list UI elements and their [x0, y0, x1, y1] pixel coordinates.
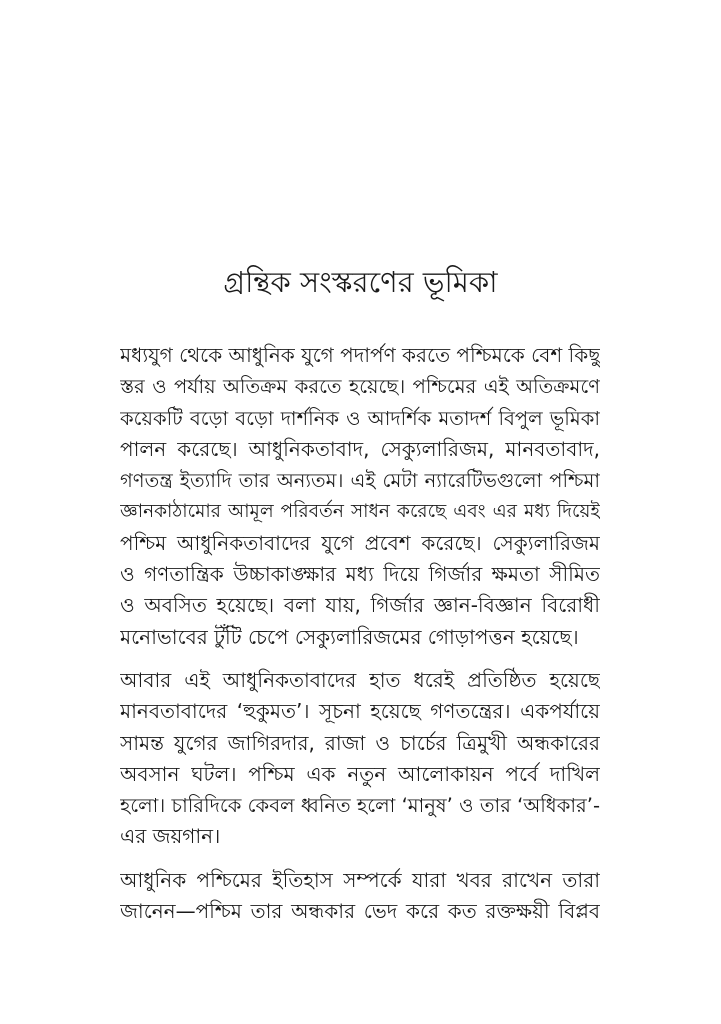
text-line: মনোভাবের টুঁটি চেপে সেক্যুলারিজমের গোড়াপত্তন হয়েছে।	[120, 624, 579, 649]
text-line: সামন্ত যুগের জাগিরদার, রাজা ও চার্চের ত্রিমুখী অন্ধকারের	[120, 730, 600, 755]
text-line: ও অবসিত হয়েছে। বলা যায়, গির্জার জ্ঞান-বিজ্ঞান বিরোধী	[120, 593, 600, 618]
paragraph-2	[120, 665, 600, 853]
text-line: আধুনিক পশ্চিমের ইতিহাস সম্পর্কে যারা খবর রাখেন তারা	[120, 867, 600, 892]
text-line: জানেন—পশ্চিম তার অন্ধকার ভেদ করে কত রক্তক্ষয়ী বিপ্লব	[120, 899, 600, 924]
text-line: এর জয়গান।	[120, 824, 221, 849]
text-line: কয়েকটি বড়ো বড়ো দার্শনিক ও আদর্শিক মতাদর্শ বিপুল ভূমিকা	[120, 406, 600, 430]
text-line: স্তর ও পর্যায় অতিক্রম করতে হয়েছে। পশ্চিমের এই অতিক্রমণে	[120, 375, 600, 399]
body-text	[120, 340, 600, 939]
text-line: পালন করেছে। আধুনিকতাবাদ, সেক্যুলারিজম, মানবতাবাদ,	[120, 436, 600, 461]
text-line: পশ্চিম আধুনিকতাবাদের যুগে প্রবেশ করেছে। সেক্যুলারিজম	[120, 530, 600, 555]
text-line: আবার এই আধুনিকতাবাদের হাত ধরেই প্রতিষ্ঠিত হয়েছে	[120, 667, 600, 692]
text-line: ও গণতান্ত্রিক উচ্চাকাঙ্ক্ষার মধ্য দিয়ে গির্জার ক্ষমতা সীমিত	[120, 562, 600, 587]
text-line: অবসান ঘটল। পশ্চিম এক নতুন আলোকায়ন পর্বে দাখিল	[120, 761, 600, 786]
text-line: হলো। চারিদিকে কেবল ধ্বনিত হলো ‘মানুষ’ ও তার ‘অধিকার’-	[120, 794, 600, 818]
page-title: গ্রন্থিক সংস্করণের ভূমিকা	[223, 265, 498, 299]
text-line: গণতন্ত্র ইত্যাদি তার অন্যতম। এই মেটা ন্যারেটিভগুলো পশ্চিমা	[120, 469, 600, 493]
paragraph-3	[120, 865, 600, 928]
text-line: জ্ঞানকাঠামোর আমূল পরিবর্তন সাধন করেছে এবং এর মধ্য দিয়েই	[120, 501, 600, 523]
text-line: মানবতাবাদের ‘হুকুমত’। সূচনা হয়েছে গণতন্ত্রের। একপর্যায়ে	[120, 699, 600, 724]
text-line: মধ্যযুগ থেকে আধুনিক যুগে পদার্পণ করতে পশ্চিমকে বেশ কিছু	[120, 343, 600, 367]
paragraph-1	[120, 340, 600, 653]
